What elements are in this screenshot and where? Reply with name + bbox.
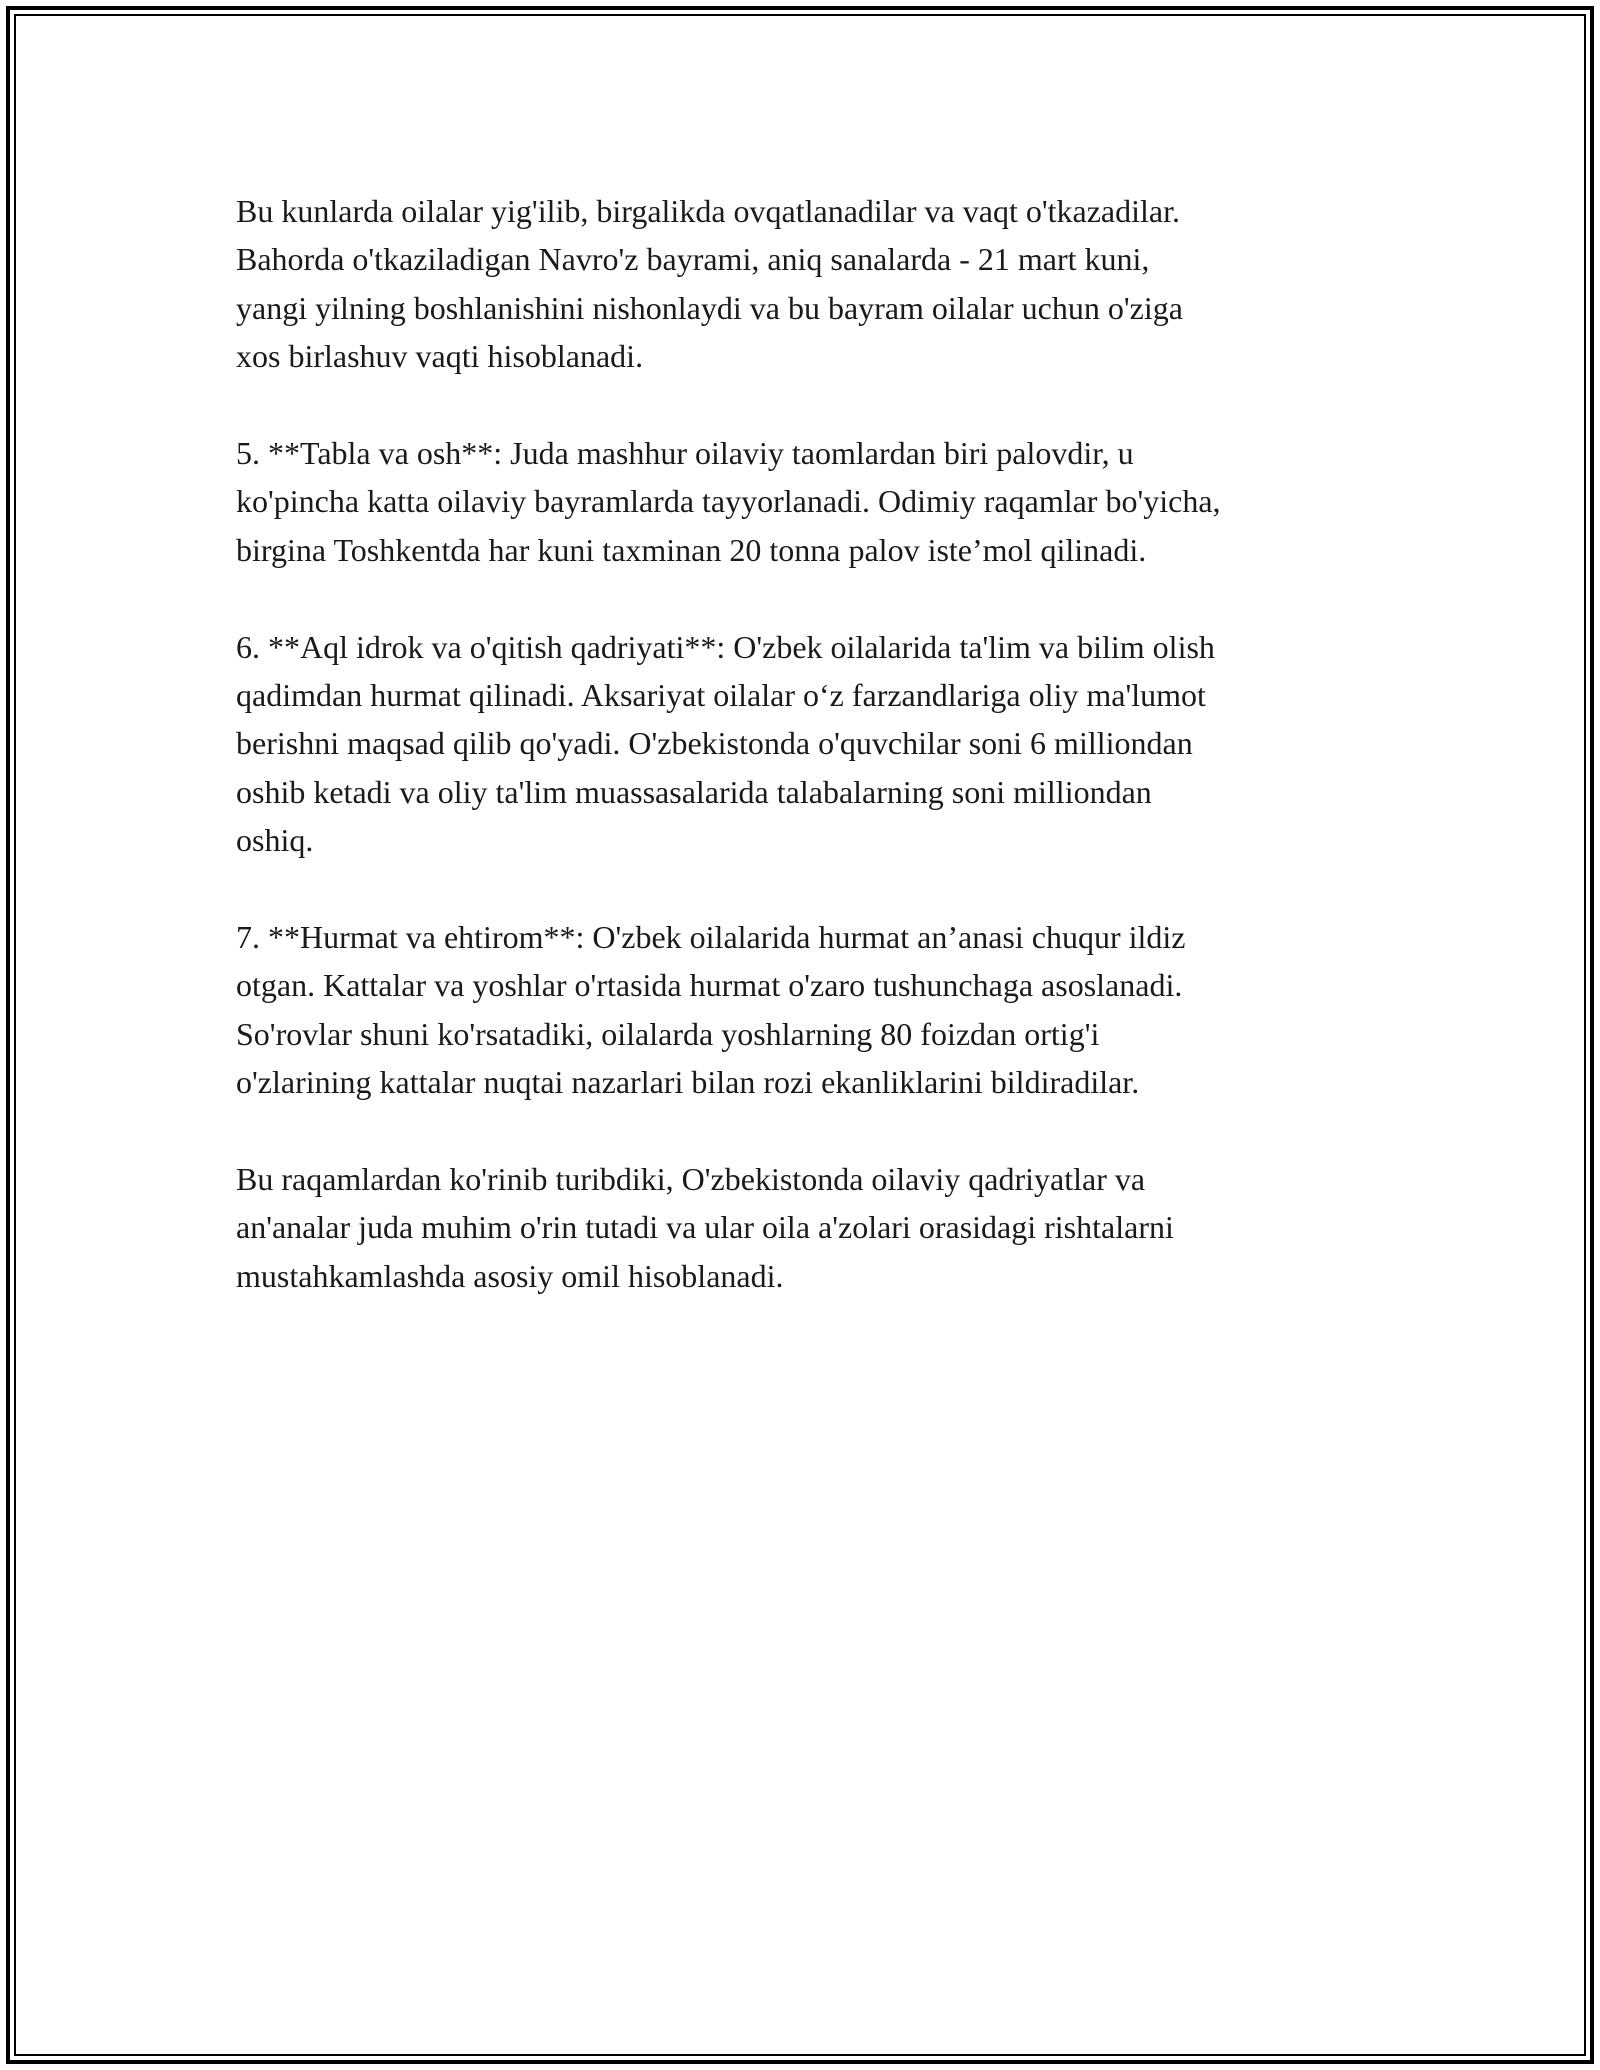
text-line: an'analar juda muhim o'rin tutadi va ular oila a'zolari orasidagi rishtalarni bbox=[236, 1209, 1174, 1246]
paragraph-conclusion bbox=[236, 1155, 1386, 1300]
text-line: o'zlarining kattalar nuqtai nazarlari bilan rozi ekanliklarini bildiradilar. bbox=[236, 1064, 1140, 1101]
text-line: mustahkamlashda asosiy omil hisoblanadi. bbox=[236, 1257, 784, 1294]
text-line: oshiq. bbox=[236, 822, 314, 859]
text-line: qadimdan hurmat qilinadi. Aksariyat oilalar o‘z farzandlariga oliy ma'lumot bbox=[236, 677, 1206, 714]
text-line: Bu kunlarda oilalar yig'ilib, birgalikda ovqatlanadilar va vaqt o'tkazadilar. bbox=[236, 193, 1180, 229]
text-line: So'rovlar shuni ko'rsatadiki, oilalarda yoshlarning 80 foizdan ortig'i bbox=[236, 1015, 1100, 1052]
text-line: 7. **Hurmat va ehtirom**: O'zbek oilalarida hurmat an’anasi chuqur ildiz bbox=[236, 919, 1186, 956]
text-line: ko'pincha katta oilaviy bayramlarda tayyorlanadi. Odimiy raqamlar bo'yicha, bbox=[236, 483, 1221, 520]
text-line: 5. **Tabla va osh**: Juda mashhur oilaviy taomlardan biri palovdir, u bbox=[236, 435, 1134, 472]
text-line: Bu raqamlardan ko'rinib turibdiki, O'zbekistonda oilaviy qadriyatlar va bbox=[236, 1161, 1146, 1198]
text-line: berishni maqsad qilib qo'yadi. O'zbekistonda o'quvchilar soni 6 milliondan bbox=[236, 725, 1193, 762]
paragraph-item-6 bbox=[236, 623, 1386, 865]
text-line: xos birlashuv vaqti hisoblanadi. bbox=[236, 338, 644, 375]
paragraph-navruz bbox=[236, 187, 1386, 381]
text-line: 6. **Aql idrok va o'qitish qadriyati**: O'zbek oilalarida ta'lim va bilim olish bbox=[236, 628, 1215, 665]
paragraph-item-5 bbox=[236, 429, 1386, 574]
text-line: oshib ketadi va oliy ta'lim muassasalarida talabalarning soni milliondan bbox=[236, 773, 1152, 810]
text-line: Bahorda o'tkaziladigan Navro'z bayrami, aniq sanalarda - 21 mart kuni, bbox=[236, 241, 1150, 278]
text-line: yangi yilning boshlanishini nishonlaydi va bu bayram oilalar uchun o'ziga bbox=[236, 289, 1183, 326]
paragraph-item-7 bbox=[236, 913, 1386, 1107]
text-line: birgina Toshkentda har kuni taxminan 20 tonna palov iste’mol qilinadi. bbox=[236, 531, 1147, 568]
document-body bbox=[236, 187, 1386, 1349]
text-line: otgan. Kattalar va yoshlar o'rtasida hurmat o'zaro tushunchaga asoslanadi. bbox=[236, 967, 1183, 1004]
